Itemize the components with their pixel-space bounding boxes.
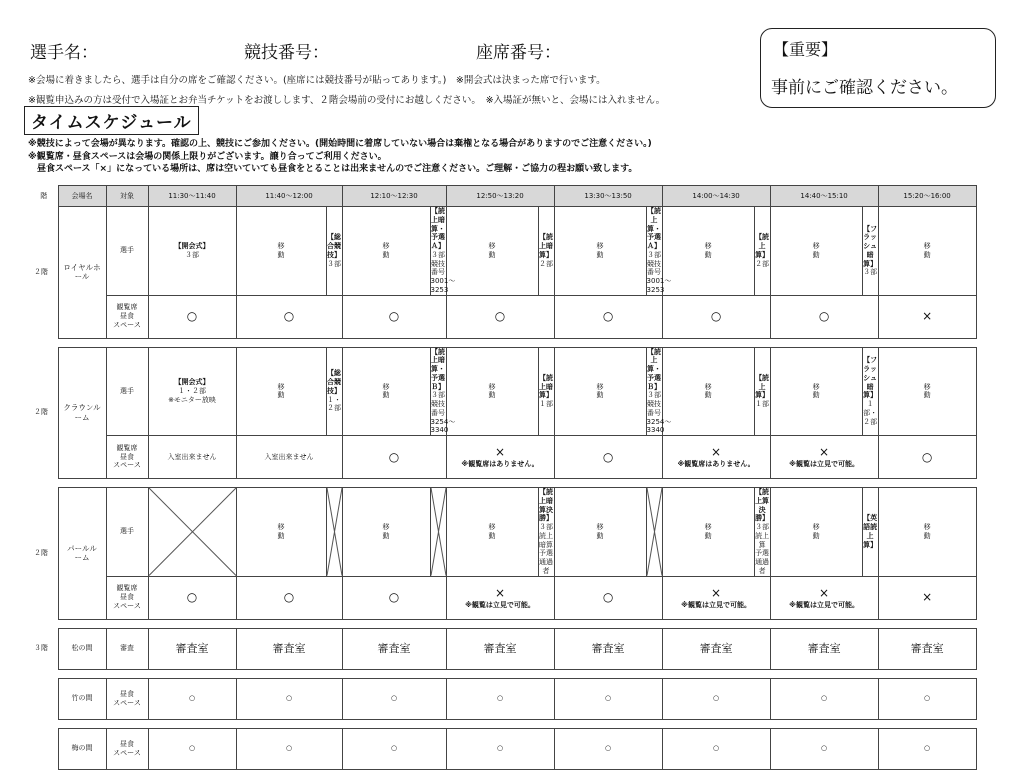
event-cell: 【フラッシュ暗算】 １部・２部 — [862, 347, 878, 436]
move-cell: 移 動 — [662, 347, 754, 436]
important-title: 【重要】 — [773, 40, 838, 59]
venue-name: 竹の間 — [58, 678, 106, 719]
move-cell: 移 動 — [342, 488, 430, 577]
note-line-1: ※競技によって会場が異なります。確認の上、競技にご参加ください。(開始時間に着席していない場合は棄権となる場合がありますのでご注意ください。) — [28, 139, 652, 149]
seat-number-label: 座席番号： — [476, 43, 561, 63]
move-cell: 移 動 — [446, 488, 538, 577]
move-cell: 移 動 — [662, 488, 754, 577]
event-cell: 【読上暗算・予選Ａ】 ３部 競技番号3001〜3253 — [430, 207, 456, 294]
event-cell: 【読上算・予選Ｂ】 ３部 競技番号3254〜3340 — [646, 347, 672, 435]
schedule-table — [30, 185, 977, 770]
judge-room-cell: 審査室 — [148, 628, 236, 669]
header-time: 14:40〜15:10 — [770, 186, 878, 207]
target-cell: 昼食 スペース — [106, 728, 148, 769]
note-line-3: 昼食スペース「×」になっている場所は、席は空いていても昼食をとることは出来ませんのでご注意ください。ご理解・ご協力の程お願い致します。 — [28, 164, 638, 174]
lunch-cell: ○ — [148, 678, 236, 719]
event-cell: 【読上算】 １部 — [754, 347, 770, 436]
notice-line-2: ※観覧申込みの方は受付で入場証とお弁当チケットをお渡しします、２階会場前の受付にお越しください。 ※入場証が無いと、会場には入れません。 — [28, 95, 666, 106]
spectator-cell: × ※観覧は立見で可能。 — [770, 436, 878, 479]
move-cell: 移 動 — [342, 207, 430, 296]
venue-name: 梅の間 — [58, 728, 106, 769]
lunch-cell: ○ — [446, 728, 554, 769]
header-venue: 会場名 — [58, 186, 106, 207]
spectator-cell: ○ — [446, 295, 554, 338]
spectator-cell: ○ — [554, 436, 662, 479]
header-target: 対象 — [106, 186, 148, 207]
header-time: 12:10〜12:30 — [342, 186, 446, 207]
lunch-cell: ○ — [878, 678, 976, 719]
target-cell: 審査 — [106, 628, 148, 669]
floor-label: ２階 — [34, 408, 48, 417]
move-cell: 移 動 — [878, 207, 976, 296]
notice-line-1: ※会場に着きましたら、選手は自分の席をご確認ください。(座席には競技番号が貼ってあります。) ※開会式は決まった席で行います。 — [28, 75, 606, 86]
header-time: 11:30〜11:40 — [148, 186, 236, 207]
venue-name: 松の間 — [58, 628, 106, 669]
spectator-cell: ○ — [342, 436, 446, 479]
target-spectator: 観覧席 昼食 スペース — [106, 295, 148, 338]
lunch-cell: ○ — [236, 678, 342, 719]
spectator-cell: × ※観覧は立見で可能。 — [770, 576, 878, 619]
important-notice-box — [760, 28, 996, 108]
event-cell: 【総合競技】 １・２部 — [326, 347, 342, 436]
event-cell: 【読上算・予選Ａ】 ３部 競技番号3001〜3253 — [646, 207, 672, 294]
venue-name: ロイヤルホ ール — [58, 207, 106, 339]
judge-room-cell: 審査室 — [342, 628, 446, 669]
header-time: 11:40〜12:00 — [236, 186, 342, 207]
spectator-cell: × ※観覧は立見で可能。 — [446, 576, 554, 619]
move-cell: 移 動 — [554, 207, 646, 296]
event-cell: 【読上暗算・予選Ｂ】 ３部 競技番号3254〜3340 — [430, 347, 456, 435]
spectator-cell: ○ — [342, 295, 446, 338]
spectator-cell: ○ — [554, 295, 662, 338]
target-player: 選手 — [106, 207, 148, 296]
judge-room-cell: 審査室 — [554, 628, 662, 669]
spectator-cell: ○ — [342, 576, 446, 619]
move-cell: 移 動 — [770, 488, 862, 577]
judge-room-cell: 審査室 — [878, 628, 976, 669]
move-cell: 移 動 — [236, 347, 326, 436]
unavailable-cell — [646, 488, 662, 577]
move-cell: 移 動 — [770, 347, 862, 436]
event-cell: 【読上算決勝】 ３部読上算 予選通過者 — [755, 488, 770, 575]
lunch-cell: ○ — [148, 728, 236, 769]
schedule-body — [30, 186, 976, 770]
lunch-cell: ○ — [770, 678, 878, 719]
event-cell: 【開会式】 ３部 — [148, 207, 236, 296]
row-gap — [30, 338, 976, 347]
move-cell: 移 動 — [236, 488, 326, 577]
spectator-cell: × ※観覧席はありません。 — [446, 436, 554, 479]
spectator-cell: ○ — [554, 576, 662, 619]
header-time: 12:50〜13:20 — [446, 186, 554, 207]
target-spectator: 観覧席 昼食 スペース — [106, 576, 148, 619]
target-player: 選手 — [106, 347, 148, 436]
move-cell: 移 動 — [236, 207, 326, 296]
spectator-cell: × — [878, 295, 976, 338]
event-cell: 【読上暗算】 ２部 — [538, 207, 554, 296]
spectator-cell: ○ — [878, 436, 976, 479]
spectator-cell: ○ — [662, 295, 770, 338]
section-title: タイムスケジュール — [24, 106, 199, 135]
row-gap — [30, 669, 976, 678]
move-cell: 移 動 — [662, 207, 754, 296]
lunch-cell: ○ — [446, 678, 554, 719]
header-time: 14:00〜14:30 — [662, 186, 770, 207]
spectator-cell: ○ — [148, 576, 236, 619]
lunch-cell: ○ — [554, 678, 662, 719]
header-floor: 階 — [40, 191, 48, 200]
floor-label: ２階 — [34, 267, 48, 276]
header-time: 13:30〜13:50 — [554, 186, 662, 207]
event-cell: 【読上暗算】 １部 — [538, 347, 554, 436]
judge-room-cell: 審査室 — [662, 628, 770, 669]
unavailable-cell — [148, 488, 236, 577]
judge-room-cell: 審査室 — [770, 628, 878, 669]
event-number-label: 競技番号： — [244, 43, 329, 63]
floor-label: ２階 — [34, 548, 48, 557]
lunch-cell: ○ — [662, 728, 770, 769]
judge-room-cell: 審査室 — [236, 628, 342, 669]
lunch-cell: ○ — [878, 728, 976, 769]
lunch-cell: ○ — [342, 728, 446, 769]
event-cell: 【総合競技】 ３部 — [326, 207, 342, 296]
event-cell: 【開会式】 １・２部 ※モニター放映 — [148, 347, 236, 436]
move-cell: 移 動 — [554, 488, 646, 577]
move-cell: 移 動 — [770, 207, 862, 296]
move-cell: 移 動 — [446, 347, 538, 436]
target-cell: 昼食 スペース — [106, 678, 148, 719]
move-cell: 移 動 — [554, 347, 646, 436]
move-cell: 移 動 — [878, 488, 976, 577]
spectator-cell: ○ — [236, 576, 342, 619]
spectator-cell: 入室出来ません — [148, 436, 236, 479]
judge-room-cell: 審査室 — [446, 628, 554, 669]
floor-label — [30, 728, 58, 769]
lunch-cell: ○ — [342, 678, 446, 719]
note-line-2: ※観覧席・昼食スペースは会場の関係上限りがございます。譲り合ってご利用ください。 — [28, 152, 387, 162]
header-time: 15:20〜16:00 — [878, 186, 976, 207]
spectator-cell: 入室出来ません — [236, 436, 342, 479]
lunch-cell: ○ — [770, 728, 878, 769]
target-spectator: 観覧席 昼食 スペース — [106, 436, 148, 479]
player-name-label: 選手名： — [30, 43, 98, 63]
spectator-cell: × ※観覧席はありません。 — [662, 436, 770, 479]
move-cell: 移 動 — [446, 207, 538, 296]
floor-label — [30, 678, 58, 719]
spectator-cell: × ※観覧は立見で可能。 — [662, 576, 770, 619]
event-cell: 【読上暗算決勝】 ３部読上暗算 予選通過者 — [539, 488, 554, 575]
event-cell: 【読上算】 ２部 — [754, 207, 770, 296]
move-cell: 移 動 — [342, 347, 430, 436]
move-cell: 移 動 — [878, 347, 976, 436]
important-text: 事前にご確認ください。 — [771, 78, 958, 98]
floor-label: ３階 — [34, 644, 48, 653]
row-gap — [30, 479, 976, 488]
lunch-cell: ○ — [554, 728, 662, 769]
unavailable-cell — [430, 488, 446, 577]
event-cell: 【英語読上算】 — [862, 488, 878, 577]
event-cell: 【フラッシュ暗算】 ３部 — [862, 207, 878, 296]
venue-name: クラウンル ーム — [58, 347, 106, 479]
row-gap — [30, 619, 976, 628]
spectator-cell: × — [878, 576, 976, 619]
lunch-cell: ○ — [662, 678, 770, 719]
venue-name: パールル ーム — [58, 488, 106, 620]
spectator-cell: ○ — [148, 295, 236, 338]
unavailable-cell — [326, 488, 342, 577]
row-gap — [30, 719, 976, 728]
lunch-cell: ○ — [236, 728, 342, 769]
spectator-cell: ○ — [770, 295, 878, 338]
spectator-cell: ○ — [236, 295, 342, 338]
target-player: 選手 — [106, 488, 148, 577]
